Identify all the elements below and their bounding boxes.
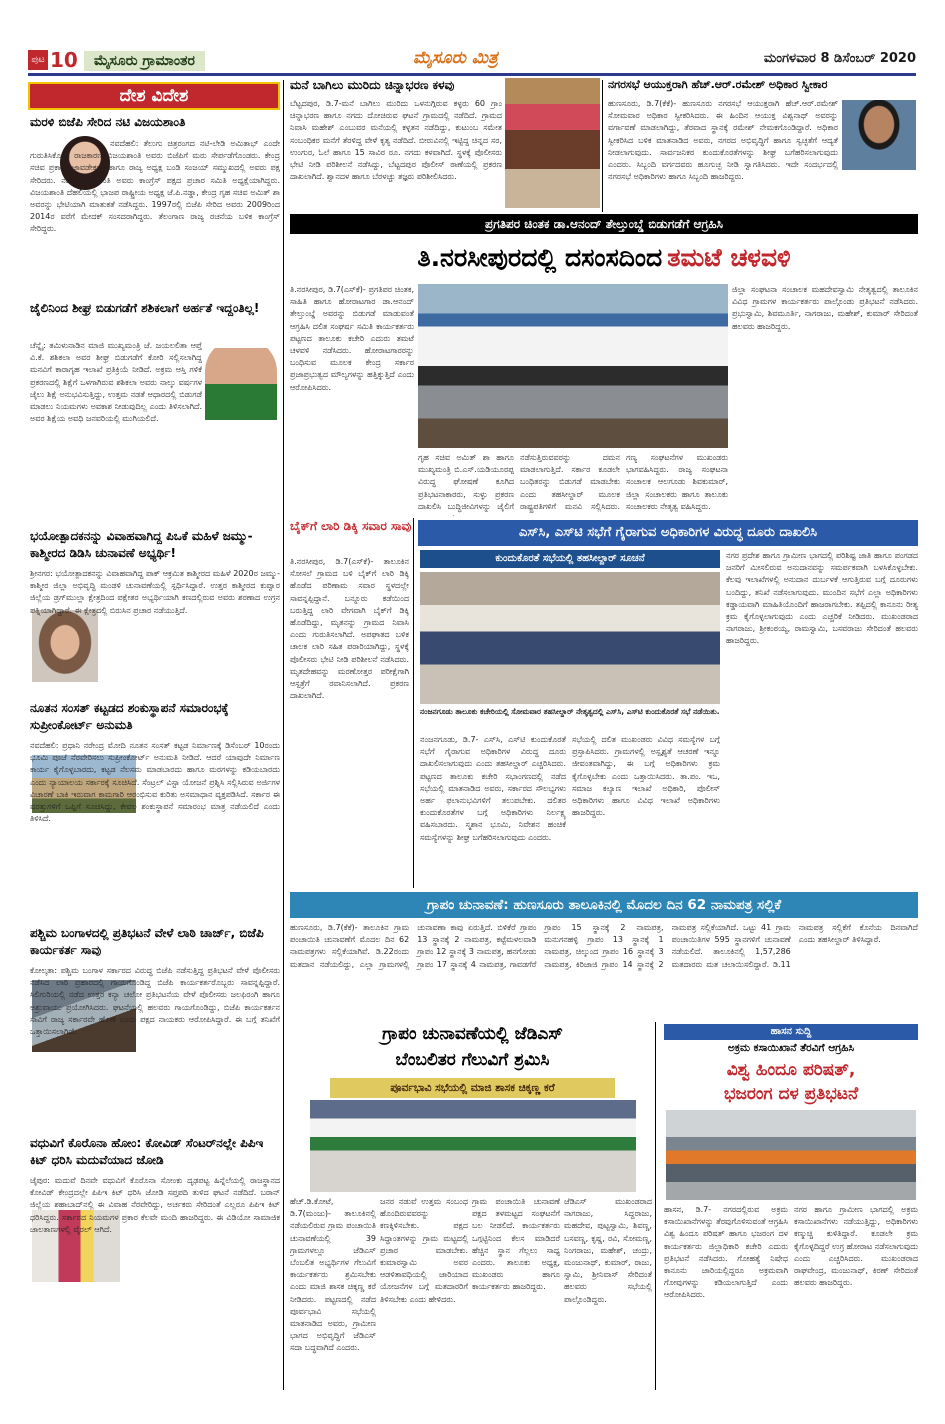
article-jds-4: ಜೆಡಿಎಸ್ ಮುಖಂಡರಾದ ನಾಗರಾಜು, ಸಿದ್ದರಾಜು, ಮಹದೇವ, ಪುಟ್ಟಸ್ವಾಮಿ, ಶಿವಣ್ಣ, ಬಸವಣ್ಣ, ಕೃಷ್ಣ, ರವಿ, ಸೋಮಣ್ಣ, ನಿಂಗರಾಜು, ಮಹೇಶ್, ಚಂದ್ರು, ಮಂಜುನಾಥ್, ಕುಮಾರ್, ರಾಜು, ಸ್ವಾಮಿ, ಶ್ರೀನಿವಾಸ್ ಸೇರಿದಂತೆ ಹಲವರು ಸಭೆಯಲ್ಲಿ ಪಾಲ್ಗೊಂಡಿದ್ದರು. — [564, 1197, 652, 1304]
headline-shashikala: ಜೈಲಿನಿಂದ ಶೀಘ್ರ ಬಿಡುಗಡೆಗೆ ಶಶಿಕಲಾಗೆ ಅರ್ಹತೆ ಇದ್ದಂತಿಲ್ಲ! — [30, 301, 260, 315]
article-lorry: ತಿ.ನರಸೀಪುರ, ಡಿ.7(ಎಸ್‌ಕೆ)- ತಾಲೂಕಿನ ಸೋಸಲೆ ಗ್ರಾಮದ ಬಳಿ ಬೈಕ್‌ಗೆ ಲಾರಿ ಡಿಕ್ಕಿ ಹೊಡೆದ ಪರಿಣಾಮ ಸವಾರ ಸ್ಥಳದಲ್ಲೇ ಸಾವನ್ನಪ್ಪಿದ್ದಾನೆ. ಬನ್ನೂರು ಕಡೆಯಿಂದ ಬರುತ್ತಿದ್ದ ಲಾರಿ ವೇಗವಾಗಿ ಬೈಕ್‌ಗೆ ಡಿಕ್ಕಿ ಹೊಡೆದಿದ್ದು, ಮೃತನನ್ನು ಗ್ರಾಮದ ನಿವಾಸಿ ಎಂದು ಗುರುತಿಸಲಾಗಿದೆ. ಅಪಘಾತದ ಬಳಿಕ ಚಾಲಕ ಲಾರಿ ಸಹಿತ ಪರಾರಿಯಾಗಿದ್ದು, ಸ್ಥಳಕ್ಕೆ ಪೊಲೀಸರು ಭೇಟಿ ನೀಡಿ ಪರಿಶೀಲನೆ ನಡೆಸಿದರು. ಮೃತದೇಹವನ್ನು ಮರಣೋತ್ತರ ಪರೀಕ್ಷೆಗಾಗಿ ಆಸ್ಪತ್ರೆಗೆ ರವಾನಿಸಲಾಗಿದೆ. ಪ್ರಕರಣ ದಾಖಲಾಗಿದೆ. — [290, 557, 409, 701]
article-scst-b: ಸಭೆಯಲ್ಲಿ ದಲಿತ ಮುಖಂಡರು ವಿವಿಧ ಸಮಸ್ಯೆಗಳ ಬಗ್ಗೆ ಪ್ರಸ್ತಾಪಿಸಿದರು. ಗ್ರಾಮಗಳಲ್ಲಿ ಅಸ್ಪೃಶ್ಯತೆ ಆಚರಣೆ ಇನ್ನೂ ಜೀವಂತವಾಗಿದ್ದು, ಈ ಬಗ್ಗೆ ಅಧಿಕಾರಿಗಳು ಕ್ರಮ ಕೈಗೊಳ್ಳಬೇಕು ಎಂದು ಒತ್ತಾಯಿಸಿದರು. ತಾ.ಪಂ. ಇಒ, ಸಮಾಜ ಕಲ್ಯಾಣ ಇಲಾಖೆ ಅಧಿಕಾರಿ, ಪೊಲೀಸ್ ಅಧಿಕಾರಿಗಳು ಹಾಗೂ ವಿವಿಧ ಇಲಾಖೆ ಅಧಿಕಾರಿಗಳು ಹಾಜರಿದ್ದರು. — [572, 735, 720, 818]
lead-col-2b: ಗೃಹ ಸಚಿವ ಅಮಿತ್ ಶಾ ಹಾಗೂ ಮುಖ್ಯಮಂತ್ರಿ ಬಿ.ಎಸ್.ಯಡಿಯೂರಪ್ಪ ವಿರುದ್ಧ ಘೋಷಣೆ ಕೂಗಿದ ಪ್ರತಿಭಟನಾಕಾರರು, ಸುಳ್ಳು ಪ್ರಕರಣ ದಾಖಲಿಸಿ ಬುದ್ಧಿಜೀವಿಗಳನ್ನು ಜೈಲಿಗೆ — [418, 453, 514, 511]
lead-col-4: ಗಣ್ಯ ಸಂಘಟನೆಗಳ ಮುಖಂಡರು ಭಾಗವಹಿಸಿದ್ದರು. ರಾಜ್ಯ ಸಂಘಟನಾ ಸಂಚಾಲಕ ಆಲಗೂಡು ಶಿವಕುಮಾರ್, ಜಿಲ್ಲಾ ಸಂಚಾಲಕರು ಹಾಗೂ ತಾಲೂಕು ಸಂಚಾಲಕರು ನೇತೃತ್ವ ವಹಿಸಿದ್ದರು. — [626, 453, 728, 511]
hassan-tag-text: ಹಾಸನ ಸುದ್ದಿ — [770, 1026, 812, 1037]
lead-strap-text: ಪ್ರಗತಿಪರ ಚಿಂತಕ ಡಾ.ಆನಂದ್ ತೇಲ್ತುಂಬ್ಡೆ ಬಿಡುಗಡೆಗೆ ಆಗ್ರಹಿಸಿ — [484, 217, 724, 231]
article-scst-c: ನಗರ ಪ್ರದೇಶ ಹಾಗೂ ಗ್ರಾಮೀಣ ಭಾಗದಲ್ಲಿ ಪರಿಶಿಷ್ಟ ಜಾತಿ ಹಾಗೂ ಪಂಗಡದ ಜನರಿಗೆ ಮೀಸಲಿರುವ ಅನುದಾನವನ್ನು ಸಮರ್ಪಕವಾಗಿ ಬಳಸಿಕೊಳ್ಳಬೇಕು. ಕೆಲವು ಇಲಾಖೆಗಳಲ್ಲಿ ಅನುದಾನ ದುರ್ಬಳಕೆ ಆಗುತ್ತಿರುವ ಬಗ್ಗೆ ದೂರುಗಳು ಬಂದಿದ್ದು, ತನಿಖೆ ನಡೆಸಲಾಗುವುದು. ಮುಂದಿನ ಸಭೆಗೆ ಎಲ್ಲಾ ಅಧಿಕಾರಿಗಳು ಕಡ್ಡಾಯವಾಗಿ ಮಾಹಿತಿಯೊಂದಿಗೆ ಹಾಜರಾಗಬೇಕು. ತಪ್ಪಿದಲ್ಲಿ ಕಾನೂನು ರೀತ್ಯ ಕ್ರಮ ಕೈಗೊಳ್ಳಲಾಗುವುದು ಎಂದು ಎಚ್ಚರಿಕೆ ನೀಡಿದರು. ಮುಖಂಡರಾದ ನಾಗರಾಜು, ಶ್ರೀಕಂಠಯ್ಯ, ರಾಮಸ್ವಾಮಿ, ಬಸವರಾಜು ಸೇರಿದಂತೆ ಹಲವರು ಹಾಜರಿದ್ದರು. — [726, 551, 918, 646]
headline-jds-1: ಗ್ರಾಪಂ ಚುನಾವಣೆಯಲ್ಲಿ ಜೆಡಿಎಸ್ — [382, 1024, 563, 1044]
article-commissioner: ಹುಣಸೂರು, ಡಿ.7(ಕೆಕೆ)- ಹುಣಸೂರು ನಗರಸಭೆ ಆಯುಕ್ತರಾಗಿ ಹೆಚ್.ಆರ್.ರಮೇಶ್ ಸೋಮವಾರ ಅಧಿಕಾರ ಸ್ವೀಕರಿಸಿದರು. ಈ ಹಿಂದಿನ ಆಯುಕ್ತ ವಿಶ್ವನಾಥ್ ಅವರನ್ನು ವರ್ಗಾವಣೆ ಮಾಡಲಾಗಿದ್ದು, ತೆರವಾದ ಸ್ಥಾನಕ್ಕೆ ರಮೇಶ್ ನೇಮಕಗೊಂಡಿದ್ದಾರೆ. ಅಧಿಕಾರ ಸ್ವೀಕರಿಸಿದ ಬಳಿಕ ಮಾತನಾಡಿದ ಅವರು, ನಗರದ ಅಭಿವೃದ್ಧಿಗೆ ಹಾಗೂ ಸ್ವಚ್ಛತೆಗೆ ಆದ್ಯತೆ ನೀಡಲಾಗುವುದು. ಸಾರ್ವಜನಿಕರ ಕುಂದುಕೊರತೆಗಳನ್ನು ಶೀಘ್ರ ಬಗೆಹರಿಸಲಾಗುವುದು ಎಂದರು. ಸಿಬ್ಬಂದಿ ವರ್ಗದವರು ಹೂಗುಚ್ಛ ನೀಡಿ ಸ್ವಾಗತಿಸಿದರು. ಇದೇ ಸಂದರ್ಭದಲ್ಲಿ ನಗರಸಭೆ ಅಧಿಕಾರಿಗಳು ಹಾಗೂ ಸಿಬ್ಬಂದಿ ಹಾಜರಿದ್ದರು. — [608, 99, 838, 182]
photo-hassan-protest — [666, 1110, 916, 1200]
page-prefix: ಪುಟ — [28, 50, 48, 70]
hassan-tag — [664, 1024, 918, 1040]
photo-tamate-protest — [418, 284, 728, 448]
subhead-scst: ಕುಂದುಕೊರತೆ ಸಭೆಯಲ್ಲಿ ತಹಸೀಲ್ದಾರ್ ಸೂಚನೆ — [495, 553, 645, 564]
article-scst-a: ನಂಜನಗೂಡು, ಡಿ.7- ಎಸ್‌ಸಿ, ಎಸ್‌ಟಿ ಕುಂದುಕೊರತೆ ಸಭೆಗೆ ಗೈರಾಗುವ ಅಧಿಕಾರಿಗಳ ವಿರುದ್ಧ ದೂರು ದಾಖಲಿಸಲಾಗುವುದು ಎಂದು ತಹಸೀಲ್ದಾರ್ ಎಚ್ಚರಿಸಿದರು. ಪಟ್ಟಣದ ತಾಲೂಕು ಕಚೇರಿ ಸಭಾಂಗಣದಲ್ಲಿ ನಡೆದ ಸಭೆಯಲ್ಲಿ ಮಾತನಾಡಿದ ಅವರು, ಸರ್ಕಾರದ ಸೌಲಭ್ಯಗಳು ಅರ್ಹ ಫಲಾನುಭವಿಗಳಿಗೆ ತಲುಪಬೇಕು. ದಲಿತರ ಕುಂದುಕೊರತೆಗಳ ಬಗ್ಗೆ ಅಧಿಕಾರಿಗಳು ನಿರ್ಲಕ್ಷ್ಯ ವಹಿಸಬಾರದು. ಸ್ಮಶಾನ ಭೂಮಿ, ನಿವೇಶನ ಹಂಚಿಕೆ ಸಮಸ್ಯೆಗಳನ್ನು ಶೀಘ್ರ ಬಗೆಹರಿಸಲಾಗುವುದು ಎಂದರು. — [420, 735, 566, 842]
headline-covid-wedding: ವಧುವಿಗೆ ಕೊರೊನಾ ಹೋಂ: ಕೋವಿಡ್ ಸೆಂಟರ್‌ನಲ್ಲೇ ಪಿಪಿಇ ಕಿಟ್ ಧರಿಸಿ ಮದುವೆಯಾದ ಜೋಡಿ — [30, 1136, 264, 1167]
section-banner-title: ದೇಶ ವಿದೇಶ — [119, 86, 189, 106]
headline-nomination: ಗ್ರಾಪಂ ಚುನಾವಣೆ: ಹುಣಸೂರು ತಾಲೂಕಿನಲ್ಲಿ ಮೊದಲ ದಿನ 62 ನಾಮಪತ್ರ ಸಲ್ಲಿಕೆ — [426, 897, 782, 913]
section-name: ಮೈಸೂರು ಗ್ರಾಮಾಂತರ — [84, 51, 205, 71]
headline-theft: ಮನೆ ಬಾಗಿಲು ಮುರಿದು ಚಿನ್ನಾಭರಣ ಕಳವು — [290, 78, 455, 92]
article-jds-2: ಜನರ ನಡುವೆ ಉತ್ತಮ ಸಂಬಂಧ ಹೊಂದಿರುವವರನ್ನು ಕಣಕ್ಕಿಳಿಸಬೇಕು. ಪಕ್ಷದ ಸಿದ್ಧಾಂತಗಳನ್ನು ಗ್ರಾಮ ಮಟ್ಟದಲ್ಲಿ ಪ್ರಚಾರ ಮಾಡಬೇಕು. ಕುಮಾರಸ್ವಾಮಿ ಅವರ ಆಡಳಿತಾವಧಿಯಲ್ಲಿ ಜಾರಿಯಾದ ಯೋಜನೆಗಳ ಬಗ್ಗೆ ಮತದಾರರಿಗೆ ತಿಳಿಸಬೇಕು ಎಂದು ಹೇಳಿದರು. — [380, 1197, 468, 1304]
article-bengal: ಕೋಲ್ಕತಾ: ಪಶ್ಚಿಮ ಬಂಗಾಳ ಸರ್ಕಾರದ ವಿರುದ್ಧ ಬಿಜೆಪಿ ನಡೆಸುತ್ತಿದ್ದ ಪ್ರತಿಭಟನೆ ವೇಳೆ ಪೊಲೀಸರು ನಡೆಸಿದ ಲಾಠಿ ಪ್ರಹಾರದಲ್ಲಿ ಗಾಯಗೊಂಡಿದ್ದ ಬಿಜೆಪಿ ಕಾರ್ಯಕರ್ತರೊಬ್ಬರು ಸಾವನ್ನಪ್ಪಿದ್ದಾರೆ. ಸಿಲಿಗುರಿಯಲ್ಲಿ ನಡೆದ ಉತ್ತರ ಕನ್ಯಾ ಚಲೋ ಪ್ರತಿಭಟನೆಯ ವೇಳೆ ಪೊಲೀಸರು ಜಲಫಿರಂಗಿ ಹಾಗೂ ಅಶ್ರುವಾಯು ಪ್ರಯೋಗಿಸಿದರು. ಘಟನೆಯಲ್ಲಿ ಹಲವರು ಗಾಯಗೊಂಡಿದ್ದು, ಬಿಜೆಪಿ ಕಾರ್ಯಕರ್ತನ ಸಾವಿಗೆ ರಾಜ್ಯ ಸರ್ಕಾರವೇ ಹೊಣೆ ಎಂದು ಪಕ್ಷದ ನಾಯಕರು ಆರೋಪಿಸಿದ್ದಾರೆ. ಈ ಬಗ್ಗೆ ತನಿಖೆಗೆ ಒತ್ತಾಯಿಸಲಾಗಿದೆ. — [30, 966, 280, 1037]
article-hassan-2: ನಗರ ಹಾಗೂ ಗ್ರಾಮೀಣ ಭಾಗದಲ್ಲಿ ಅಕ್ರಮ ಕಸಾಯಿಖಾನೆಗಳು ನಡೆಯುತ್ತಿದ್ದು, ಅಧಿಕಾರಿಗಳು ಕಣ್ಮುಚ್ಚಿ ಕುಳಿತಿದ್ದಾರೆ. ಕೂಡಲೇ ಕ್ರಮ ಕೈಗೊಳ್ಳದಿದ್ದರೆ ಉಗ್ರ ಹೋರಾಟ ನಡೆಸಲಾಗುವುದು ಎಂದು ಎಚ್ಚರಿಸಿದರು. ಮುಖಂಡರಾದ ರಾಘವೇಂದ್ರ, ಮಂಜುನಾಥ್, ಕಿರಣ್ ಸೇರಿದಂತೆ ಹಲವರು ಹಾಜರಿದ್ದರು. — [794, 1205, 918, 1288]
sc-sub-band — [420, 550, 720, 568]
photo-scst-meeting — [420, 572, 720, 704]
headline-vijayashanthi: ಮರಳಿ ಬಿಜೆಪಿ ಸೇರಿದ ನಟಿ ವಿಜಯಶಾಂತಿ — [30, 115, 186, 129]
article-nomination: ಹುಣಸೂರು, ಡಿ.7(ಕೆಕೆ)- ತಾಲೂಕಿನ ಗ್ರಾಮ ಪಂಚಾಯಿತಿ ಚುನಾವಣೆಗೆ ಮೊದಲ ದಿನ 62 ನಾಮಪತ್ರಗಳು ಸಲ್ಲಿಕೆಯಾಗಿವೆ. ಡಿ.22ರಂದು ಮತದಾನ ನಡೆಯಲಿದ್ದು, ಎಲ್ಲಾ ಗ್ರಾಮಗಳಲ್ಲಿ ಚುನಾವಣಾ ಕಾವು ಏರುತ್ತಿದೆ. ಬಿಳಿಕೆರೆ ಗ್ರಾಪಂ 13 ಸ್ಥಾನಕ್ಕೆ 2 ನಾಮಪತ್ರ, ಕಟ್ಟೆಮಳಲವಾಡಿ ಗ್ರಾಪಂ 12 ಸ್ಥಾನಕ್ಕೆ 3 ನಾಮಪತ್ರ, ಹನಗೋಡು ಗ್ರಾಪಂ 17 ಸ್ಥಾನಕ್ಕೆ 4 ನಾಮಪತ್ರ, ಗಾವಡಗೆರೆ ಗ್ರಾಪಂ 15 ಸ್ಥಾನಕ್ಕೆ 2 ನಾಮಪತ್ರ, ಮನುಗನಹಳ್ಳಿ ಗ್ರಾಪಂ 13 ಸ್ಥಾನಕ್ಕೆ 1 ನಾಮಪತ್ರ, ಚಿಲ್ಕುಂದ ಗ್ರಾಪಂ 16 ಸ್ಥಾನಕ್ಕೆ 3 ನಾಮಪತ್ರ, ಕಿರಿಜಾಜಿ ಗ್ರಾಪಂ 14 ಸ್ಥಾನಕ್ಕೆ 2 ನಾಮಪತ್ರ ಸಲ್ಲಿಕೆಯಾಗಿದೆ. ಒಟ್ಟು 41 ಗ್ರಾಮ ಪಂಚಾಯಿತಿಗಳ 595 ಸ್ಥಾನಗಳಿಗೆ ಚುನಾವಣೆ ನಡೆಯಲಿದೆ. ತಾಲೂಕಿನಲ್ಲಿ 1,57,286 ಮತದಾರರು ಮತ ಚಲಾಯಿಸಲಿದ್ದಾರೆ. ಡಿ.11 ನಾಮಪತ್ರ ಸಲ್ಲಿಕೆಗೆ ಕೊನೆಯ ದಿನವಾಗಿದೆ ಎಂದು ತಹಸೀಲ್ದಾರ್ ತಿಳಿಸಿದ್ದಾರೆ. — [290, 923, 918, 969]
caption-scst: ನಂಜನಗೂಡು ತಾಲೂಕು ಕಚೇರಿಯಲ್ಲಿ ಸೋಮವಾರ ತಹಸೀಲ್ದಾರ್ ನೇತೃತ್ವದಲ್ಲಿ ಎಸ್‌ಸಿ, ಎಸ್‌ಟಿ ಕುಂದುಕೊರತೆ ಸಭೆ ನಡೆಯಿತು. — [420, 707, 720, 716]
article-hassan-1: ಹಾಸನ, ಡಿ.7- ನಗರದಲ್ಲಿರುವ ಅಕ್ರಮ ಕಸಾಯಿಖಾನೆಗಳನ್ನು ತೆರವುಗೊಳಿಸುವಂತೆ ಆಗ್ರಹಿಸಿ ವಿಶ್ವ ಹಿಂದೂ ಪರಿಷತ್ ಹಾಗೂ ಭಜರಂಗ ದಳ ಕಾರ್ಯಕರ್ತರು ಜಿಲ್ಲಾಧಿಕಾರಿ ಕಚೇರಿ ಎದುರು ಪ್ರತಿಭಟನೆ ನಡೆಸಿದರು. ಗೋಹತ್ಯೆ ನಿಷೇಧ ಕಾನೂನು ಜಾರಿಯಲ್ಲಿದ್ದರೂ ಅಕ್ರಮವಾಗಿ ಗೋವುಗಳನ್ನು ಕಡಿಯಲಾಗುತ್ತಿದೆ ಎಂದು ಆರೋಪಿಸಿದರು. — [664, 1205, 788, 1300]
lead-col-5: ಜಿಲ್ಲಾ ಸಂಘಟನಾ ಸಂಚಾಲಕ ಮಹದೇವಸ್ವಾಮಿ ನೇತೃತ್ವದಲ್ಲಿ ತಾಲೂಕಿನ ವಿವಿಧ ಗ್ರಾಮಗಳ ಕಾರ್ಯಕರ್ತರು ಪಾಲ್ಗೊಂಡು ಪ್ರತಿಭಟನೆ ನಡೆಸಿದರು. ಪ್ರಭುಸ್ವಾಮಿ, ಶಿವಮೂರ್ತಿ, ನಾಗರಾಜು, ಮಹೇಶ್, ಕುಮಾರ್ ಸೇರಿದಂತೆ ಹಲವರು ಹಾಜರಿದ್ದರು. — [732, 285, 918, 331]
paper-logo: ಮೈಸೂರು ಮಿತ್ರ — [413, 48, 498, 68]
photo-commissioner — [842, 100, 916, 170]
lead-headline-accent: ತಮಟೆ ಚಳವಳಿ — [667, 243, 791, 272]
article-pok-woman: ಶ್ರೀನಗರ: ಭಯೋತ್ಪಾದಕನನ್ನು ವಿವಾಹವಾಗಿದ್ದ ಪಾಕ್ ಆಕ್ರಮಿತ ಕಾಶ್ಮೀರದ ಮಹಿಳೆ 2020ರ ಜಮ್ಮು-ಕಾಶ್ಮೀರ ಜಿಲ್ಲಾ ಅಭಿವೃದ್ಧಿ ಮಂಡಳಿ ಚುನಾವಣೆಯಲ್ಲಿ ಸ್ಪರ್ಧಿಸಿದ್ದಾರೆ. ಉತ್ತರ ಕಾಶ್ಮೀರದ ಕುಪ್ವಾರ ಜಿಲ್ಲೆಯ ಡ್ರಗ್‌ಮುಲ್ಲಾ ಕ್ಷೇತ್ರದಿಂದ ಪಕ್ಷೇತರ ಅಭ್ಯರ್ಥಿಯಾಗಿ ಕಣದಲ್ಲಿರುವ ಅವರು ಶರಣಾದ ಉಗ್ರನ ಪತ್ನಿಯಾಗಿದ್ದಾರೆ. ಈ ಕ್ಷೇತ್ರದಲ್ಲಿ ಬಿರುಸಿನ ಪ್ರಚಾರ ನಡೆಯುತ್ತಿದೆ. — [30, 569, 280, 615]
headline-bengal: ಪಶ್ಚಿಮ ಬಂಗಾಳದಲ್ಲಿ ಪ್ರತಿಭಟನೆ ವೇಳೆ ಲಾಠಿ ಚಾರ್ಜ್, ಬಿಜೆಪಿ ಕಾರ್ಯಕರ್ತ ಸಾವು — [30, 926, 264, 957]
headline-hassan-2: ಭಜರಂಗ ದಳ ಪ್ರತಿಭಟನೆ — [723, 1084, 859, 1104]
photo-shashikala — [205, 340, 277, 420]
column-rule — [283, 80, 284, 1390]
column-rule — [602, 80, 603, 212]
sc-head-band — [418, 520, 918, 546]
article-vijayashanthi: ನವದೆಹಲಿ: ತೆಲುಗು ಚಿತ್ರರಂಗದ ನಟಿ-ಲೇಡಿ ಅಮಿತಾಭ್ ಎಂದೇ ಗುರುತಿಸಿಕೊಂಡ ರಾಜಕಾರಣಿ ವಿಜಯಶಾಂತಿ ಅವರು ಬಿಜೆಪಿಗೆ ಮರು ಸೇರ್ಪಡೆಗೊಂಡರು. ಕೇಂದ್ರ ಸಚಿವ ಪ್ರಕಾಶ್ ಜಾವಡೇಕರ್ ಹಾಗೂ ರಾಜ್ಯ ಅಧ್ಯಕ್ಷ ಬಂಡಿ ಸಂಜಯ್ ಸಮ್ಮುಖದಲ್ಲಿ ಅವರು ಪಕ್ಷ ಸೇರಿದರು. ನಟಿ ವಿಜಯಶಾಂತಿ ಅವರು ಕಾಂಗ್ರೆಸ್ ಪಕ್ಷದ ಪ್ರಚಾರ ಸಮಿತಿ ಅಧ್ಯಕ್ಷೆಯಾಗಿದ್ದರು. ವಿಜಯಶಾಂತಿ ದೆಹಲಿಯಲ್ಲಿ ಭಾಜಪ ರಾಷ್ಟ್ರೀಯ ಅಧ್ಯಕ್ಷ ಜೆ.ಪಿ.ನಡ್ಡಾ, ಕೇಂದ್ರ ಗೃಹ ಸಚಿವ ಅಮಿತ್ ಶಾ ಅವರನ್ನು ಭೇಟಿಯಾಗಿ ಮಾತುಕತೆ ನಡೆಸಿದ್ದರು. 1997ರಲ್ಲಿ ಬಿಜೆಪಿ ಸೇರಿದ ಅವರು 2009ರಿಂದ 2014ರ ವರೆಗೆ ಮೇದಕ್ ಸಂಸದರಾಗಿದ್ದರು. ತೆಲಂಗಾಣ ರಾಜ್ಯ ರಚನೆಯ ಬಳಿಕ ಕಾಂಗ್ರೆಸ್ ಸೇರಿದ್ದರು. — [30, 139, 280, 234]
lead-col-1: ತಿ.ನರಸೀಪುರ, ಡಿ.7(ಎಸ್‌ಕೆ)- ಪ್ರಗತಿಪರ ಚಿಂತಕ, ಸಾಹಿತಿ ಹಾಗೂ ಹೋರಾಟಗಾರ ಡಾ.ಆನಂದ್ ತೇಲ್ತುಂಬ್ಡೆ ಅವರನ್ನು ಬಿಡುಗಡೆ ಮಾಡುವಂತೆ ಆಗ್ರಹಿಸಿ ದಲಿತ ಸಂಘರ್ಷ ಸಮಿತಿ ಕಾರ್ಯಕರ್ತರು ಪಟ್ಟಣದ ತಾಲೂಕು ಕಚೇರಿ ಎದುರು ತಮಟೆ ಚಳವಳಿ ನಡೆಸಿದರು. ಹೋರಾಟಗಾರರನ್ನು ಬಂಧಿಸುವ ಮೂಲಕ ಕೇಂದ್ರ ಸರ್ಕಾರ ಪ್ರಜಾಪ್ರಭುತ್ವದ ಮೌಲ್ಯಗಳನ್ನು ಹತ್ತಿಕ್ಕುತ್ತಿದೆ ಎಂದು ಆರೋಪಿಸಿದರು. — [290, 285, 414, 392]
headline-scst: ಎಸ್‌ಸಿ, ಎಸ್‌ಟಿ ಸಭೆಗೆ ಗೈರಾಗುವ ಅಧಿಕಾರಿಗಳ ವಿರುದ್ಧ ದೂರು ದಾಖಲಿಸಿ — [518, 525, 818, 540]
jds-sub-band — [330, 1078, 615, 1098]
lead-headline — [290, 236, 918, 280]
headline-jds-2: ಬೆಂಬಲಿತರ ಗೆಲುವಿಗೆ ಶ್ರಮಿಸಿ — [395, 1050, 550, 1070]
lead-headline-main: ತಿ.ನರಸೀಪುರದಲ್ಲಿ ದಸಂಸದಿಂದ — [417, 243, 663, 272]
subhead-jds: ಪೂರ್ವಭಾವಿ ಸಭೆಯಲ್ಲಿ ಮಾಜಿ ಶಾಸಕ ಚಿಕ್ಕಣ್ಣ ಕರೆ — [390, 1082, 555, 1094]
issue-date: ಮಂಗಳವಾರ 8 ಡಿಸೆಂಬರ್ 2020 — [763, 51, 916, 66]
headline-hassan-1: ವಿಶ್ವ ಹಿಂದೂ ಪರಿಷತ್, — [726, 1060, 856, 1080]
photo-jds-meeting — [310, 1100, 636, 1192]
article-parliament: ನವದೆಹಲಿ: ಪ್ರಧಾನಿ ನರೇಂದ್ರ ಮೋದಿ ನೂತನ ಸಂಸತ್ ಕಟ್ಟಡ ನಿರ್ಮಾಣಕ್ಕೆ ಡಿಸೆಂಬರ್ 10ರಂದು ಭೂಮಿ ಪೂಜೆ ನೆರವೇರಿಸಲು ಸುಪ್ರೀಂಕೋರ್ಟ್ ಅನುಮತಿ ನೀಡಿದೆ. ಆದರೆ ಯಾವುದೇ ನಿರ್ಮಾಣ ಕಾರ್ಯ ಕೈಗೊಳ್ಳಬಾರದು, ಕಟ್ಟಡ ನೆಲಸಮ ಮಾಡಬಾರದು ಹಾಗೂ ಮರಗಳನ್ನು ಕಡಿಯಬಾರದು ಎಂದು ನ್ಯಾಯಾಲಯ ಸರ್ಕಾರಕ್ಕೆ ಸೂಚಿಸಿದೆ. ಸೆಂಟ್ರಲ್ ವಿಸ್ಟಾ ಯೋಜನೆ ಪ್ರಶ್ನಿಸಿ ಸಲ್ಲಿಸಿರುವ ಅರ್ಜಿಗಳ ವಿಚಾರಣೆ ಬಾಕಿ ಇರುವಾಗ ಕಾಮಗಾರಿ ಆರಂಭಿಸುವ ಕುರಿತು ಅಸಮಾಧಾನ ವ್ಯಕ್ತಪಡಿಸಿದೆ. ಸರ್ಕಾರ ಈ ಷರತ್ತುಗಳಿಗೆ ಒಪ್ಪಿಗೆ ಸೂಚಿಸಿದ್ದು, ಕೇವಲ ಶಂಕುಸ್ಥಾಪನೆ ಸಮಾರಂಭ ಮಾತ್ರ ನಡೆಯಲಿದೆ ಎಂದು ತಿಳಿಸಿದೆ. — [30, 741, 280, 824]
headline-pok-woman: ಭಯೋತ್ಪಾದಕನನ್ನು ವಿವಾಹವಾಗಿದ್ದ ಪಿಒಕೆ ಮಹಿಳೆ ಜಮ್ಮು-ಕಾಶ್ಮೀರದ ಡಿಡಿಸಿ ಚುನಾವಣೆ ಅಭ್ಯರ್ಥಿ! — [30, 529, 253, 560]
page-number: 10 — [50, 48, 78, 72]
article-theft: ಬೆಟ್ಟದಪುರ, ಡಿ.7-ಮನೆ ಬಾಗಿಲು ಮುರಿದು ಒಳನುಗ್ಗಿರುವ ಕಳ್ಳರು 60 ಗ್ರಾಂ ಚಿನ್ನಾಭರಣ ಹಾಗೂ ನಗದು ದೋಚಿರುವ ಘಟನೆ ಗ್ರಾಮದಲ್ಲಿ ನಡೆದಿದೆ. ಗ್ರಾಮದ ನಿವಾಸಿ ಮಹೇಶ್ ಎಂಬುವರ ಮನೆಯಲ್ಲಿ ಕಳ್ಳತನ ನಡೆದಿದ್ದು, ಕುಟುಂಬ ಸಮೇತ ಸಂಬಂಧಿಕರ ಮನೆಗೆ ತೆರಳಿದ್ದ ವೇಳೆ ಕೃತ್ಯ ನಡೆದಿದೆ. ಬೀರುವಿನಲ್ಲಿ ಇಟ್ಟಿದ್ದ ಚಿನ್ನದ ಸರ, ಉಂಗುರ, ಓಲೆ ಹಾಗೂ 15 ಸಾವಿರ ರೂ. ನಗದು ಕಳವಾಗಿದೆ. ಸ್ಥಳಕ್ಕೆ ಪೊಲೀಸರು ಭೇಟಿ ನೀಡಿ ಪರಿಶೀಲನೆ ನಡೆಸಿದ್ದು, ಬೆಟ್ಟದಪುರ ಪೊಲೀಸ್ ಠಾಣೆಯಲ್ಲಿ ಪ್ರಕರಣ ದಾಖಲಾಗಿದೆ. ಶ್ವಾನದಳ ಹಾಗೂ ಬೆರಳಚ್ಚು ತಜ್ಞರು ಪರಿಶೀಲಿಸಿದರು. — [290, 99, 502, 182]
lead-strap — [290, 214, 918, 234]
article-jds-1: ಹೆಚ್.ಡಿ.ಕೋಟೆ, ಡಿ.7(ಮಂಜು)- ತಾಲೂಕಿನಲ್ಲಿ ನಡೆಯಲಿರುವ ಗ್ರಾಮ ಪಂಚಾಯಿತಿ ಚುನಾವಣೆಯಲ್ಲಿ 39 ಗ್ರಾಮಗಳಲ್ಲೂ ಜೆಡಿಎಸ್ ಬೆಂಬಲಿತ ಅಭ್ಯರ್ಥಿಗಳ ಗೆಲುವಿಗೆ ಕಾರ್ಯಕರ್ತರು ಶ್ರಮಿಸಬೇಕು ಎಂದು ಮಾಜಿ ಶಾಸಕ ಚಿಕ್ಕಣ್ಣ ಕರೆ ನೀಡಿದರು. ಪಟ್ಟಣದಲ್ಲಿ ನಡೆದ ಪೂರ್ವಭಾವಿ ಸಭೆಯಲ್ಲಿ ಮಾತನಾಡಿದ ಅವರು, ಗ್ರಾಮೀಣ ಭಾಗದ ಅಭಿವೃದ್ಧಿಗೆ ಜೆಡಿಎಸ್ ಸದಾ ಬದ್ಧವಾಗಿದೆ ಎಂದರು. — [290, 1197, 376, 1353]
headline-lorry: ಬೈಕ್‌ಗೆ ಲಾರಿ ಡಿಕ್ಕಿ ಸವಾರ ಸಾವು — [290, 519, 412, 533]
lorry-box — [290, 518, 414, 888]
photo-broken-door — [505, 78, 600, 208]
article-shashikala: ಚೆನ್ನೈ: ತಮಿಳುನಾಡಿನ ಮಾಜಿ ಮುಖ್ಯಮಂತ್ರಿ ಜೆ. ಜಯಲಲಿತಾ ಆಪ್ತೆ ವಿ.ಕೆ. ಶಶಿಕಲಾ ಅವರ ಶೀಘ್ರ ಬಿಡುಗಡೆಗೆ ಕೋರಿ ಸಲ್ಲಿಸಲಾಗಿದ್ದ ಮನವಿಗೆ ಕಾರಾಗೃಹ ಇಲಾಖೆ ಪ್ರತಿಕ್ರಿಯೆ ನೀಡಿದೆ. ಅಕ್ರಮ ಆಸ್ತಿ ಗಳಿಕೆ ಪ್ರಕರಣದಲ್ಲಿ ಶಿಕ್ಷೆಗೆ ಒಳಗಾಗಿರುವ ಶಶಿಕಲಾ ಅವರು ನಾಲ್ಕು ವರ್ಷಗಳ ಜೈಲು ಶಿಕ್ಷೆ ಅನುಭವಿಸುತ್ತಿದ್ದು, ಉತ್ತಮ ನಡತೆ ಆಧಾರದಲ್ಲಿ ಬಿಡುಗಡೆ ಮಾಡಲು ನಿಯಮಗಳು ಅವಕಾಶ ನೀಡುವುದಿಲ್ಲ ಎಂದು ತಿಳಿಸಲಾಗಿದೆ. ಅವರ ಶಿಕ್ಷೆಯ ಅವಧಿ ಜನವರಿಯಲ್ಲಿ ಮುಗಿಯಲಿದೆ. — [30, 341, 202, 424]
subhead-hassan: ಅಕ್ರಮ ಕಸಾಯಿಖಾನೆ ತೆರವಿಗೆ ಆಗ್ರಹಿಸಿ — [727, 1042, 855, 1054]
nomination-band — [290, 892, 918, 918]
article-jds-3: ಗ್ರಾಮ ಪಂಚಾಯಿತಿ ಚುನಾವಣೆ ಪಕ್ಷದ ತಳಮಟ್ಟದ ಸಂಘಟನೆಗೆ ಬಲ ನೀಡಲಿದೆ. ಕಾರ್ಯಕರ್ತರು ಒಗ್ಗಟ್ಟಿನಿಂದ ಕೆಲಸ ಮಾಡಿದರೆ ಹೆಚ್ಚಿನ ಸ್ಥಾನ ಗೆಲ್ಲಲು ಸಾಧ್ಯ ಎಂದರು. ತಾಲೂಕು ಅಧ್ಯಕ್ಷ, ಮುಖಂಡರು ಹಾಗೂ ಕಾರ್ಯಕರ್ತರು ಹಾಜರಿದ್ದರು. — [472, 1197, 560, 1292]
lead-col-3: ನಡೆಸುತ್ತಿರುವವರನ್ನು ದಮನ ಮಾಡಲಾಗುತ್ತಿದೆ. ಸರ್ಕಾರ ಕೂಡಲೇ ಬಂಧಿತರನ್ನು ಬಿಡುಗಡೆ ಮಾಡಬೇಕು ಎಂದು ತಹಸೀಲ್ದಾರ್ ಮೂಲಕ ರಾಷ್ಟ್ರಪತಿಗಳಿಗೆ ಮನವಿ ಸಲ್ಲಿಸಿದರು. — [520, 453, 620, 511]
article-covid-wedding: ಜೈಪುರ: ಮದುವೆ ದಿನವೇ ವಧುವಿಗೆ ಕೊರೊನಾ ಸೋಂಕು ದೃಢಪಟ್ಟ ಹಿನ್ನೆಲೆಯಲ್ಲಿ ರಾಜಸ್ಥಾನದ ಕೋವಿಡ್ ಕೇಂದ್ರದಲ್ಲೇ ಪಿಪಿಇ ಕಿಟ್ ಧರಿಸಿ ಜೋಡಿ ಸಪ್ತಪದಿ ತುಳಿದ ಘಟನೆ ನಡೆದಿದೆ. ಬರಾನ್ ಜಿಲ್ಲೆಯ ಶಹಾಬಾದ್‌ನಲ್ಲಿ ಈ ವಿವಾಹ ನೆರವೇರಿದ್ದು, ಅರ್ಚಕರು ಸೇರಿದಂತೆ ಎಲ್ಲರೂ ಪಿಪಿಇ ಕಿಟ್ ಧರಿಸಿದ್ದರು. ಸರ್ಕಾರದ ನಿಯಮಗಳ ಪ್ರಕಾರ ಕೆಲವೇ ಮಂದಿ ಹಾಜರಿದ್ದರು. ಈ ವಿಡಿಯೋ ಸಾಮಾಜಿಕ ಜಾಲತಾಣಗಳಲ್ಲಿ ವೈರಲ್ ಆಗಿದೆ. — [30, 1176, 280, 1234]
section-banner — [28, 82, 280, 110]
headline-parliament: ನೂತನ ಸಂಸತ್ ಕಟ್ಟಡದ ಶಂಕುಸ್ಥಾಪನೆ ಸಮಾರಂಭಕ್ಕೆ ಸುಪ್ರೀಂಕೋರ್ಟ್ ಅನುಮತಿ — [30, 701, 229, 732]
masthead — [28, 46, 916, 76]
headline-commissioner: ನಗರಸಭೆ ಆಯುಕ್ತರಾಗಿ ಹೆಚ್.ಆರ್.ರಮೇಶ್ ಅಧಿಕಾರ ಸ್ವೀಕಾರ — [608, 78, 828, 91]
